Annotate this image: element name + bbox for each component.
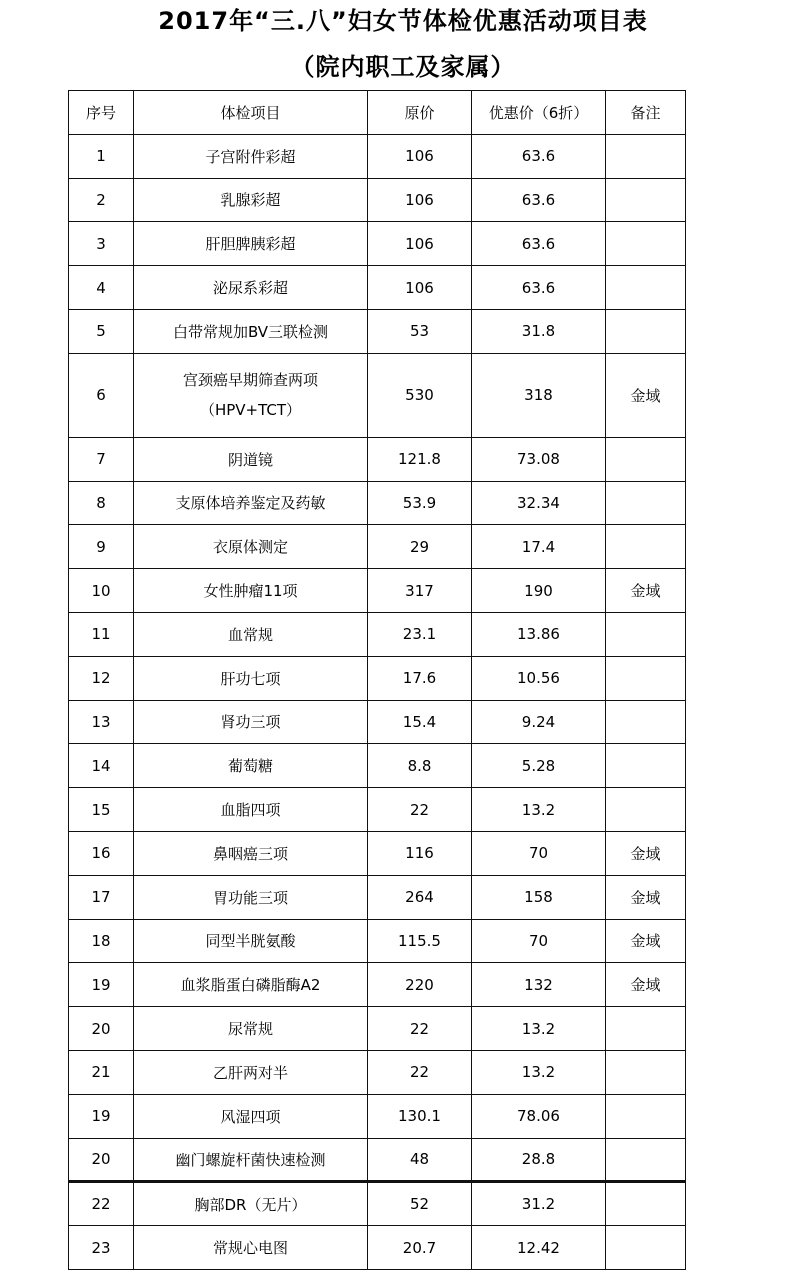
cell-no: 22 <box>69 1182 134 1226</box>
cell-original-price: 106 <box>368 266 472 310</box>
cell-original-price: 53 <box>368 309 472 353</box>
cell-discount-price: 17.4 <box>472 525 606 569</box>
table-row <box>69 700 686 744</box>
table-row <box>69 1226 686 1270</box>
cell-original-price: 8.8 <box>368 744 472 788</box>
cell-item <box>134 353 368 437</box>
cell-note: 金域 <box>606 963 686 1007</box>
cell-no: 1 <box>69 134 134 178</box>
header-original-price: 原价 <box>368 91 472 135</box>
cell-discount-price: 132 <box>472 963 606 1007</box>
cell-original-price: 264 <box>368 875 472 919</box>
cell-note <box>606 788 686 832</box>
table-body <box>69 134 686 1269</box>
cell-note <box>606 134 686 178</box>
cell-original-price: 317 <box>368 569 472 613</box>
table-row <box>69 744 686 788</box>
header-item: 体检项目 <box>134 91 368 135</box>
cell-discount-price: 70 <box>472 831 606 875</box>
cell-no: 12 <box>69 656 134 700</box>
cell-no: 7 <box>69 437 134 481</box>
cell-original-price: 53.9 <box>368 481 472 525</box>
cell-discount-price: 28.8 <box>472 1138 606 1182</box>
cell-no: 2 <box>69 178 134 222</box>
table-row <box>69 178 686 222</box>
cell-item: 肝功七项 <box>134 656 368 700</box>
cell-no: 17 <box>69 875 134 919</box>
cell-no: 20 <box>69 1007 134 1051</box>
cell-note: 金域 <box>606 831 686 875</box>
cell-note: 金域 <box>606 353 686 437</box>
cell-discount-price: 158 <box>472 875 606 919</box>
cell-original-price: 15.4 <box>368 700 472 744</box>
cell-no: 14 <box>69 744 134 788</box>
table-row <box>69 875 686 919</box>
table-row <box>69 309 686 353</box>
cell-item: 常规心电图 <box>134 1226 368 1270</box>
cell-discount-price: 13.2 <box>472 1050 606 1094</box>
cell-no: 13 <box>69 700 134 744</box>
cell-item: 乙肝两对半 <box>134 1050 368 1094</box>
header-discount-price: 优惠价（6折） <box>472 91 606 135</box>
cell-note <box>606 222 686 266</box>
cell-discount-price: 31.2 <box>472 1182 606 1226</box>
cell-item: 肝胆脾胰彩超 <box>134 222 368 266</box>
cell-item: 尿常规 <box>134 1007 368 1051</box>
cell-no: 3 <box>69 222 134 266</box>
table-row <box>69 437 686 481</box>
cell-note <box>606 1050 686 1094</box>
table-header-row <box>69 91 686 135</box>
cell-no: 16 <box>69 831 134 875</box>
cell-original-price: 115.5 <box>368 919 472 963</box>
cell-item: 支原体培养鉴定及药敏 <box>134 481 368 525</box>
table-row <box>69 569 686 613</box>
cell-discount-price: 13.86 <box>472 612 606 656</box>
cell-note <box>606 1182 686 1226</box>
cell-discount-price: 13.2 <box>472 1007 606 1051</box>
cell-original-price: 17.6 <box>368 656 472 700</box>
cell-discount-price: 78.06 <box>472 1094 606 1138</box>
cell-note <box>606 525 686 569</box>
header-no: 序号 <box>69 91 134 135</box>
cell-item-line1: 宫颈癌早期筛查两项 <box>182 371 318 390</box>
cell-no: 20 <box>69 1138 134 1182</box>
table-row <box>69 788 686 832</box>
table-row <box>69 134 686 178</box>
cell-original-price: 106 <box>368 178 472 222</box>
cell-note <box>606 700 686 744</box>
cell-no: 23 <box>69 1226 134 1270</box>
cell-item: 子宫附件彩超 <box>134 134 368 178</box>
table-row <box>69 1007 686 1051</box>
cell-original-price: 22 <box>368 1050 472 1094</box>
cell-discount-price: 12.42 <box>472 1226 606 1270</box>
cell-note: 金域 <box>606 569 686 613</box>
cell-original-price: 130.1 <box>368 1094 472 1138</box>
cell-no: 21 <box>69 1050 134 1094</box>
cell-note <box>606 612 686 656</box>
cell-note <box>606 1138 686 1182</box>
cell-note <box>606 437 686 481</box>
cell-item: 鼻咽癌三项 <box>134 831 368 875</box>
table-row <box>69 831 686 875</box>
cell-item: 幽门螺旋杆菌快速检测 <box>134 1138 368 1182</box>
cell-note <box>606 178 686 222</box>
cell-original-price: 23.1 <box>368 612 472 656</box>
cell-original-price: 530 <box>368 353 472 437</box>
cell-discount-price: 73.08 <box>472 437 606 481</box>
cell-original-price: 48 <box>368 1138 472 1182</box>
cell-item: 血脂四项 <box>134 788 368 832</box>
cell-item: 白带常规加BV三联检测 <box>134 309 368 353</box>
cell-no: 18 <box>69 919 134 963</box>
cell-item: 风湿四项 <box>134 1094 368 1138</box>
table-row <box>69 353 686 437</box>
cell-original-price: 121.8 <box>368 437 472 481</box>
cell-item: 血浆脂蛋白磷脂酶A2 <box>134 963 368 1007</box>
cell-discount-price: 13.2 <box>472 788 606 832</box>
cell-no: 19 <box>69 963 134 1007</box>
table-row <box>69 1094 686 1138</box>
page-subtitle: （院内职工及家属） <box>290 53 516 81</box>
cell-item: 肾功三项 <box>134 700 368 744</box>
table-row <box>69 266 686 310</box>
cell-item: 葡萄糖 <box>134 744 368 788</box>
page-title: 2017年“三.八”妇女节体检优惠活动项目表 <box>158 7 648 35</box>
cell-note <box>606 309 686 353</box>
cell-item: 胸部DR（无片） <box>134 1182 368 1226</box>
cell-note <box>606 481 686 525</box>
cell-discount-price: 63.6 <box>472 178 606 222</box>
cell-original-price: 22 <box>368 1007 472 1051</box>
cell-item: 阴道镜 <box>134 437 368 481</box>
cell-note <box>606 656 686 700</box>
table-row <box>69 656 686 700</box>
cell-no: 6 <box>69 353 134 437</box>
cell-no: 5 <box>69 309 134 353</box>
cell-no: 4 <box>69 266 134 310</box>
table-row <box>69 919 686 963</box>
table-row <box>69 1182 686 1226</box>
header-note: 备注 <box>606 91 686 135</box>
cell-item: 乳腺彩超 <box>134 178 368 222</box>
cell-no: 19 <box>69 1094 134 1138</box>
cell-discount-price: 32.34 <box>472 481 606 525</box>
cell-item: 泌尿系彩超 <box>134 266 368 310</box>
cell-original-price: 22 <box>368 788 472 832</box>
table-row <box>69 1050 686 1094</box>
table-row <box>69 222 686 266</box>
cell-no: 15 <box>69 788 134 832</box>
cell-item: 胃功能三项 <box>134 875 368 919</box>
cell-discount-price: 5.28 <box>472 744 606 788</box>
cell-discount-price: 63.6 <box>472 134 606 178</box>
cell-item: 同型半胱氨酸 <box>134 919 368 963</box>
cell-note <box>606 1226 686 1270</box>
cell-discount-price: 10.56 <box>472 656 606 700</box>
cell-original-price: 106 <box>368 222 472 266</box>
checkup-table <box>68 90 686 1270</box>
cell-no: 9 <box>69 525 134 569</box>
cell-no: 11 <box>69 612 134 656</box>
cell-discount-price: 318 <box>472 353 606 437</box>
cell-no: 10 <box>69 569 134 613</box>
table-row <box>69 525 686 569</box>
cell-note <box>606 744 686 788</box>
cell-note: 金域 <box>606 875 686 919</box>
cell-original-price: 20.7 <box>368 1226 472 1270</box>
cell-discount-price: 63.6 <box>472 266 606 310</box>
cell-original-price: 52 <box>368 1182 472 1226</box>
cell-note <box>606 266 686 310</box>
cell-original-price: 220 <box>368 963 472 1007</box>
cell-note: 金域 <box>606 919 686 963</box>
cell-item: 女性肿瘤11项 <box>134 569 368 613</box>
table-row <box>69 481 686 525</box>
cell-original-price: 116 <box>368 831 472 875</box>
cell-item: 血常规 <box>134 612 368 656</box>
cell-discount-price: 31.8 <box>472 309 606 353</box>
cell-discount-price: 9.24 <box>472 700 606 744</box>
cell-note <box>606 1007 686 1051</box>
cell-original-price: 106 <box>368 134 472 178</box>
cell-note <box>606 1094 686 1138</box>
table-row <box>69 963 686 1007</box>
table-row <box>69 1138 686 1182</box>
cell-discount-price: 190 <box>472 569 606 613</box>
cell-item: 衣原体测定 <box>134 525 368 569</box>
cell-item-line2: （HPV+TCT） <box>199 401 302 420</box>
cell-no: 8 <box>69 481 134 525</box>
cell-original-price: 29 <box>368 525 472 569</box>
table-row <box>69 612 686 656</box>
cell-discount-price: 63.6 <box>472 222 606 266</box>
cell-discount-price: 70 <box>472 919 606 963</box>
